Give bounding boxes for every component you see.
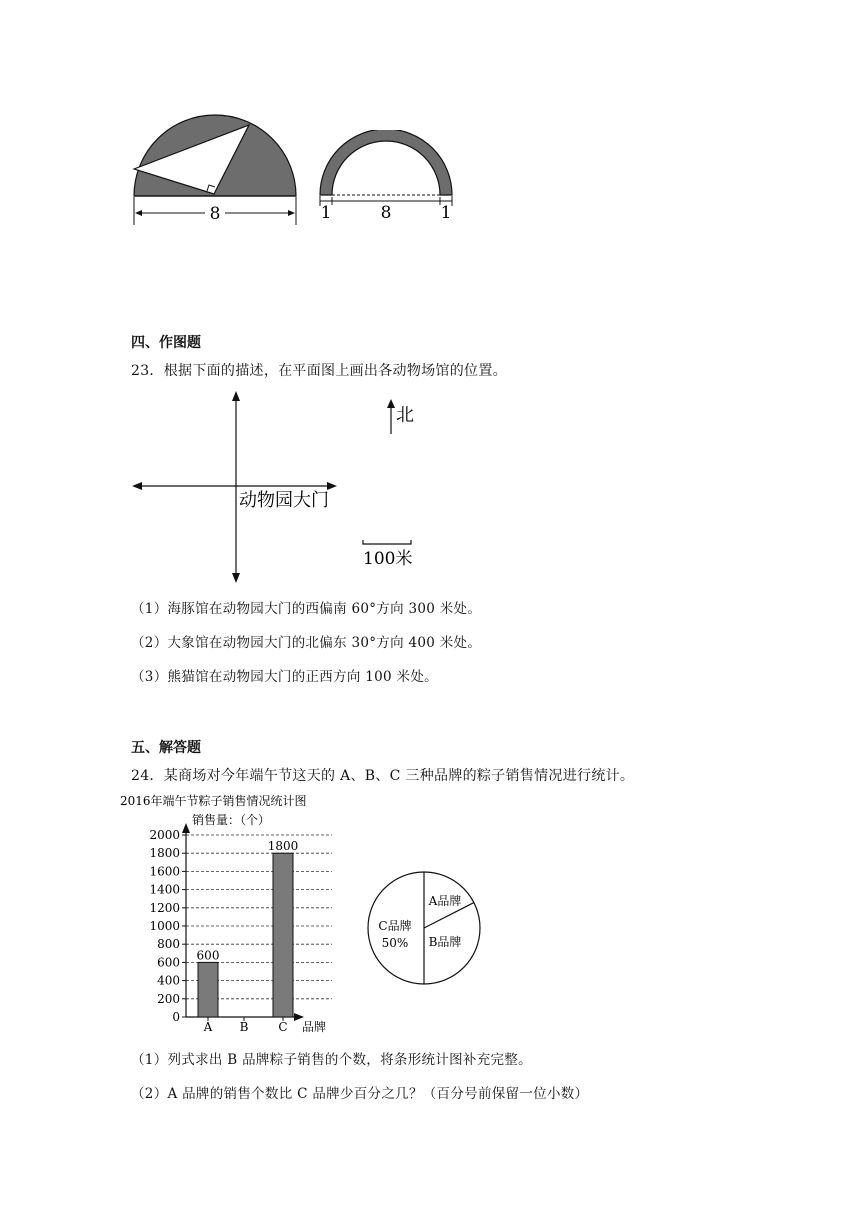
zoo-gate-label: 动物园大门 <box>239 490 329 511</box>
pie-label-C: C品牌 <box>378 919 412 933</box>
question-23: 23．根据下面的描述，在平面图上画出各动物场馆的位置。 <box>131 363 507 379</box>
item-23-2: （2）大象馆在动物园大门的北偏东 30°方向 400 米处。 <box>131 635 482 651</box>
y-tick-label: 1600 <box>149 864 180 879</box>
x-tick-label-A: A <box>203 1020 213 1034</box>
bar-C <box>273 853 293 1017</box>
item-24-1: （1）列式求出 B 品牌粽子销售的个数，将条形统计图补充完整。 <box>131 1052 532 1068</box>
item-23-1: （1）海豚馆在动物园大门的西偏南 60°方向 300 米处。 <box>131 601 482 617</box>
bar-chart-zongzi-sales <box>120 793 350 1038</box>
y-tick-label: 1800 <box>149 846 180 861</box>
item-24-2: （2）A 品牌的销售个数比 C 品牌少百分之几？（百分号前保留一位小数） <box>131 1086 589 1102</box>
y-axis-arrow <box>182 823 190 833</box>
y-tick-label: 0 <box>172 1010 180 1024</box>
question-24: 24．某商场对今年端午节这天的 A、B、C 三种品牌的粽子销售情况进行统计。 <box>131 768 635 784</box>
chart-title: 2016年端午节粽子销售情况统计图 <box>120 794 307 808</box>
x-axis-label: 品牌 <box>302 1020 327 1034</box>
y-tick-label: 800 <box>157 937 180 952</box>
y-tick-label: 1200 <box>149 900 180 915</box>
dimension-label-1-left: 1 <box>320 203 332 223</box>
y-tick-label: 2000 <box>149 828 180 842</box>
section-heading-solve: 五、解答题 <box>131 740 201 756</box>
dimension-label-8: 8 <box>209 204 221 224</box>
north-label: 北 <box>396 405 414 426</box>
scale-label: 100米 <box>363 549 413 569</box>
y-axis-label: 销售量：（个） <box>192 813 271 827</box>
bar-label-A: 600 <box>196 948 220 963</box>
y-tick-label: 200 <box>157 991 180 1006</box>
y-tick-label: 1400 <box>149 882 180 897</box>
section-heading-draw: 四、作图题 <box>131 335 201 351</box>
pie-chart-brand-share <box>365 860 490 990</box>
y-tick-label: 400 <box>157 973 180 988</box>
x-tick-label-B: B <box>239 1020 249 1034</box>
dimension-label-8-ring: 8 <box>380 203 392 223</box>
item-23-3: （3）熊猫馆在动物园大门的正西方向 100 米处。 <box>131 669 438 685</box>
zoo-plan-diagram <box>125 385 445 590</box>
y-tick-label: 600 <box>157 955 180 970</box>
pie-label-B: B品牌 <box>428 935 462 949</box>
y-tick-label: 1000 <box>149 919 180 933</box>
bar-label-C: 1800 <box>267 839 299 854</box>
pie-label-A: A品牌 <box>428 894 462 908</box>
figure-semicircular-ring <box>315 130 460 225</box>
dimension-label-1-right: 1 <box>440 203 452 223</box>
x-tick-label-C: C <box>278 1020 288 1034</box>
figure-shaded-semicircle <box>125 105 305 230</box>
bar-A <box>198 962 218 1017</box>
pie-percent-C: 50% <box>381 936 409 950</box>
